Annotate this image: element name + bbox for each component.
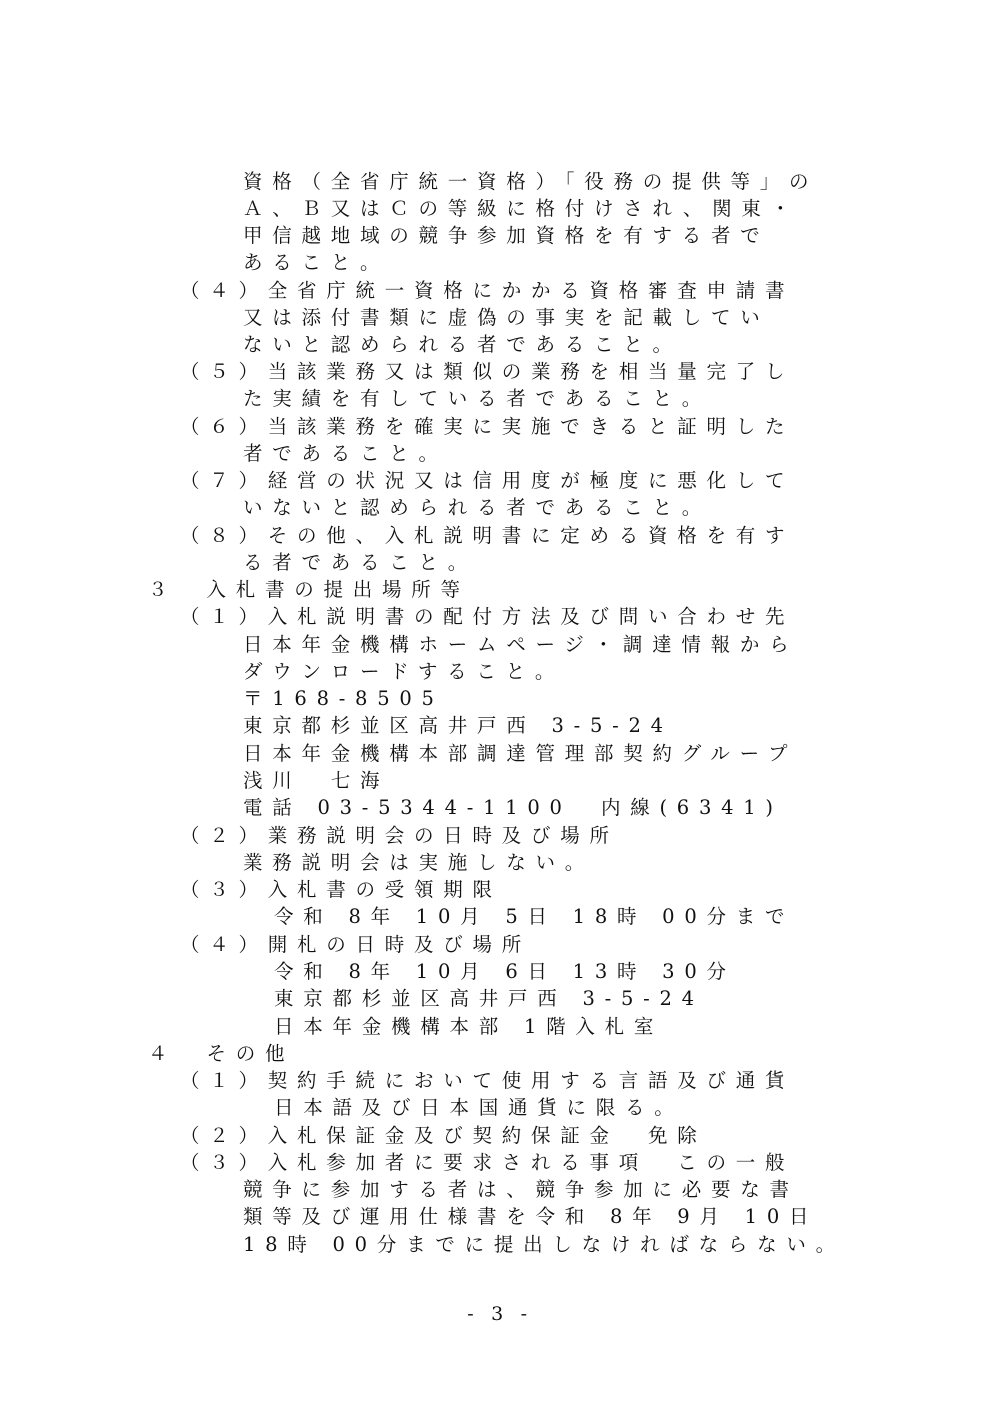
- list-item-heading: （５）当該業務又は類似の業務を相当量完了し: [180, 360, 795, 383]
- phone-line: 電話 03-5344-1100 内線(6341): [243, 796, 783, 819]
- venue-line: 日本年金機構本部 1階入札室: [274, 1015, 664, 1038]
- text-line: いないと認められる者であること。: [243, 496, 712, 519]
- text-line: Ａ、Ｂ又はＣの等級に格付けされ、関東・: [243, 197, 800, 220]
- list-item-heading: （３）入札書の受領期限: [180, 878, 502, 901]
- list-item-heading: （７）経営の状況又は信用度が極度に悪化して: [180, 469, 795, 492]
- text-line: 日本語及び日本国通貨に限る。: [274, 1096, 684, 1119]
- list-item-heading: （４）開札の日時及び場所: [180, 933, 532, 956]
- list-item-heading: （２）入札保証金及び契約保証金 免除: [180, 1124, 707, 1147]
- text-line: た実績を有している者であること。: [243, 387, 712, 410]
- list-item-heading: （８）その他、入札説明書に定める資格を有す: [180, 524, 795, 547]
- text-line: 業務説明会は実施しない。: [243, 851, 595, 874]
- list-item-heading: （３）入札参加者に要求される事項 この一般: [180, 1151, 795, 1174]
- list-item-heading: （２）業務説明会の日時及び場所: [180, 824, 619, 847]
- address-line: 東京都杉並区高井戸西 3-5-24: [243, 714, 673, 737]
- section-heading: ４ その他: [148, 1042, 295, 1065]
- address-line: 東京都杉並区高井戸西 3-5-24: [274, 987, 704, 1010]
- list-item-heading: （４）全省庁統一資格にかかる資格審査申請書: [180, 279, 795, 302]
- list-item-heading: （６）当該業務を確実に実施できると証明した: [180, 415, 795, 438]
- contact-name: 浅川 七海: [243, 769, 390, 792]
- text-line: 競争に参加する者は、競争参加に必要な書: [243, 1178, 799, 1201]
- postal-code: 〒168-8505: [243, 687, 444, 710]
- text-line: 類等及び運用仕様書を令和 8年 9月 10日: [243, 1205, 819, 1228]
- deadline-line: 令和 8年 10月 5日 18時 00分まで: [274, 905, 795, 928]
- page-number: - 3 -: [467, 1303, 533, 1325]
- text-line: あること。: [243, 251, 390, 274]
- list-item-heading: （１）契約手続において使用する言語及び通貨: [180, 1069, 795, 1092]
- text-line: 資格（全省庁統一資格）「役務の提供等」の: [243, 170, 819, 193]
- text-line: 者であること。: [243, 442, 448, 465]
- list-item-heading: （１）入札説明書の配付方法及び問い合わせ先: [180, 605, 795, 628]
- text-line: 18時 00分までに提出しなければならない。: [243, 1233, 845, 1256]
- text-line: る者であること。: [243, 551, 478, 574]
- text-line: 甲信越地域の競争参加資格を有する者で: [243, 224, 770, 247]
- organization-line: 日本年金機構本部調達管理部契約グループ: [243, 742, 798, 765]
- section-heading: ３ 入札書の提出場所等: [148, 578, 470, 601]
- opening-date-line: 令和 8年 10月 6日 13時 30分: [274, 960, 736, 983]
- text-line: ないと認められる者であること。: [243, 333, 682, 356]
- text-line: ダウンロードすること。: [243, 660, 565, 683]
- text-line: 日本年金機構ホームページ・調達情報から: [243, 633, 799, 656]
- text-line: 又は添付書類に虚偽の事実を記載してい: [243, 306, 770, 329]
